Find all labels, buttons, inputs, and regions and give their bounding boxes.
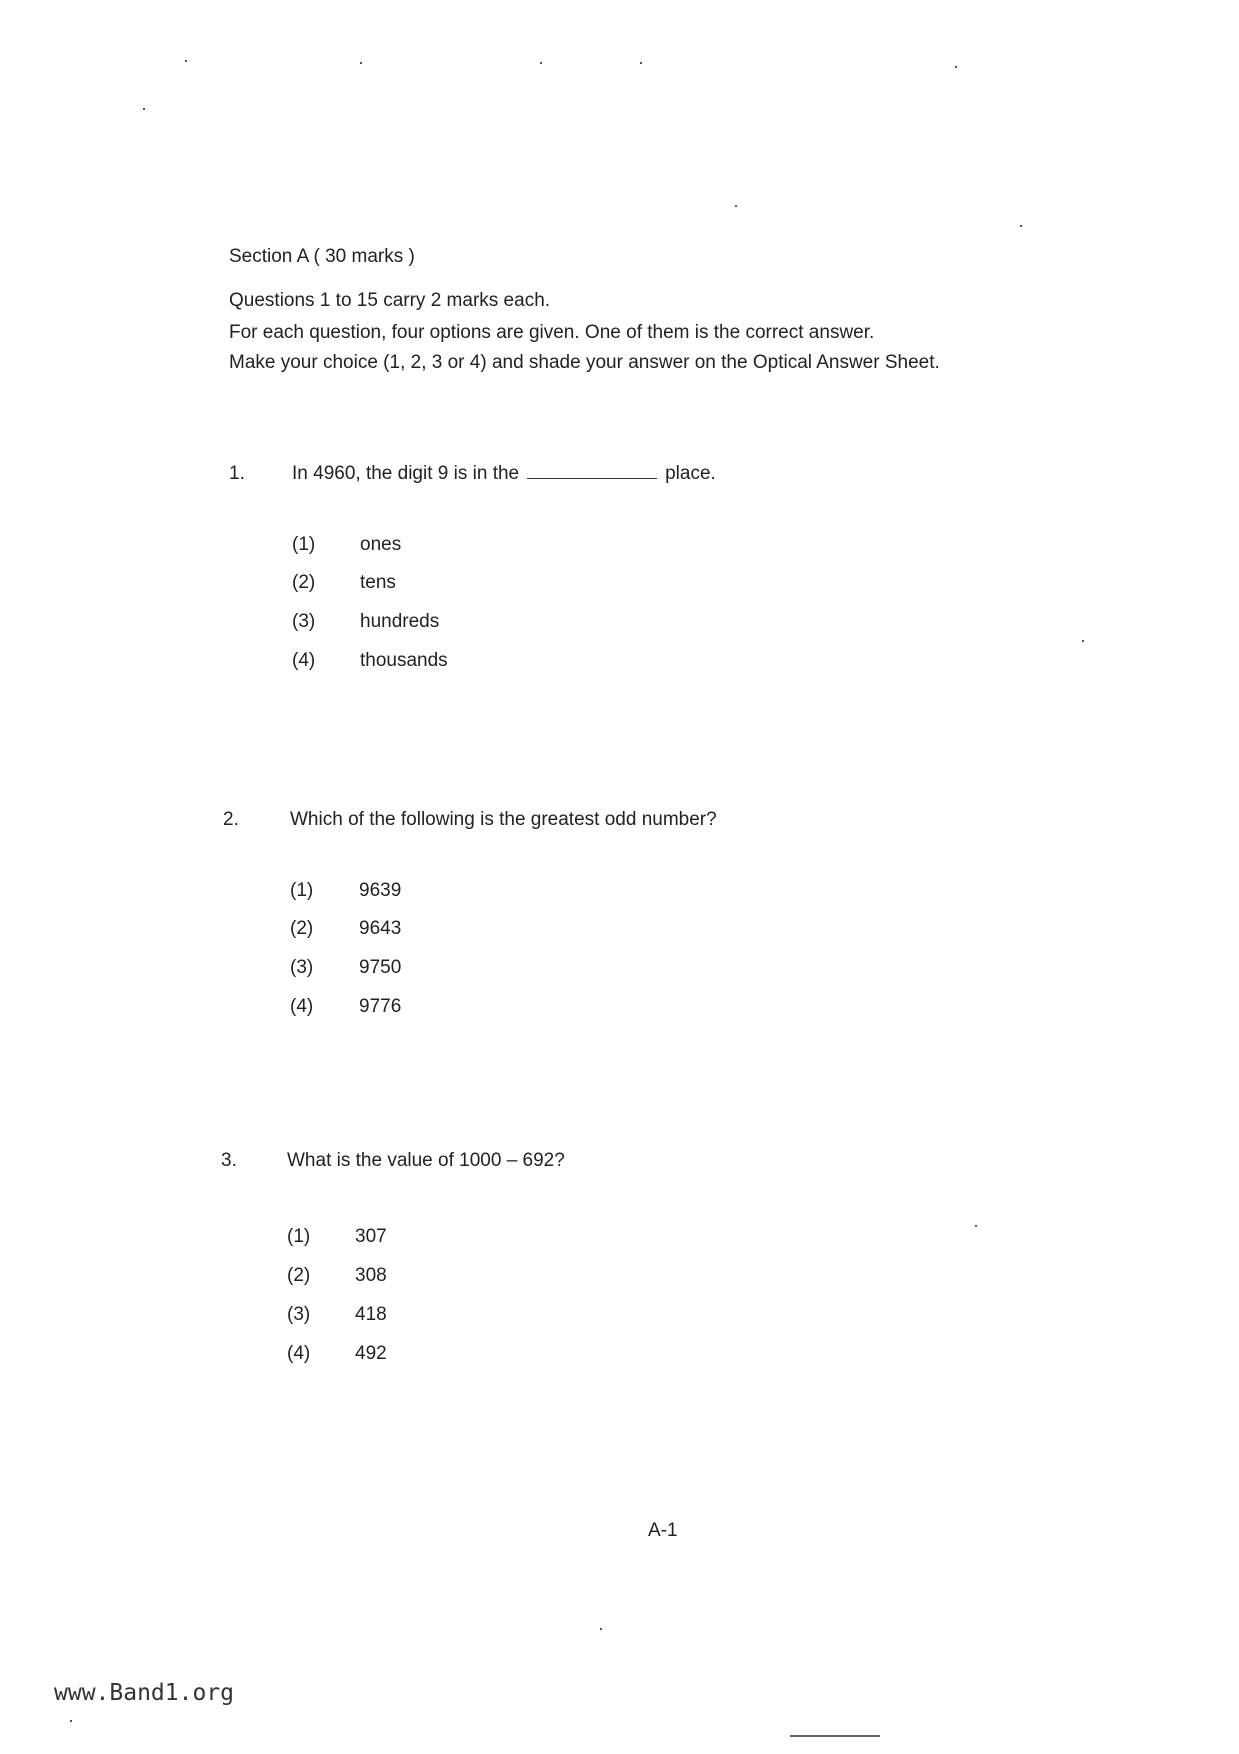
option-label: (4): [287, 1343, 311, 1364]
option-label: (2): [290, 918, 314, 939]
option-text: 9639: [359, 880, 402, 901]
watermark: www.Band1.org: [54, 1680, 235, 1706]
instruction-line: Make your choice (1, 2, 3 or 4) and shade your answer on the Optical Answer Sheet.: [229, 352, 940, 373]
option-text: 492: [355, 1343, 387, 1364]
question-text: What is the value of 1000 – 692?: [287, 1150, 565, 1171]
question-text-before: In 4960, the digit 9 is in the: [292, 463, 520, 484]
option-text: tens: [360, 572, 396, 593]
answer-blank: [527, 464, 657, 479]
page-number: A-1: [648, 1520, 678, 1541]
question-number: 3.: [221, 1150, 237, 1171]
scan-speck: [735, 205, 737, 207]
scan-speck: [600, 1628, 602, 1630]
scan-speck: [640, 62, 642, 64]
scan-speck: [143, 108, 145, 110]
option-label: (3): [292, 611, 316, 632]
scan-speck: [1020, 225, 1022, 227]
option-text: ones: [360, 534, 402, 555]
option-label: (2): [292, 572, 316, 593]
option-text: 308: [355, 1265, 387, 1286]
scan-line: [790, 1735, 880, 1737]
option-label: (1): [292, 534, 316, 555]
scan-speck: [955, 66, 957, 68]
question-number: 2.: [223, 809, 239, 830]
option-text: 9643: [359, 918, 402, 939]
scan-speck: [360, 62, 362, 64]
scan-speck: [540, 62, 542, 64]
option-label: (4): [292, 650, 316, 671]
scan-speck: [70, 1720, 72, 1722]
scan-speck: [185, 60, 187, 62]
question-number: 1.: [229, 463, 245, 484]
section-title: Section A ( 30 marks ): [229, 246, 415, 267]
option-label: (4): [290, 996, 314, 1017]
option-label: (2): [287, 1265, 311, 1286]
option-text: 307: [355, 1226, 387, 1247]
option-text: 9750: [359, 957, 402, 978]
option-text: 9776: [359, 996, 402, 1017]
scan-speck: [1082, 640, 1084, 642]
question-text: [292, 463, 716, 485]
question-text: Which of the following is the greatest odd number?: [290, 809, 717, 830]
scan-speck: [975, 1225, 977, 1227]
option-text: 418: [355, 1304, 387, 1325]
option-label: (1): [290, 880, 314, 901]
option-label: (3): [287, 1304, 311, 1325]
instruction-line: For each question, four options are given. One of them is the correct answer.: [229, 322, 875, 343]
option-label: (3): [290, 957, 314, 978]
option-text: hundreds: [360, 611, 440, 632]
option-text: thousands: [360, 650, 448, 671]
instruction-line: Questions 1 to 15 carry 2 marks each.: [229, 290, 551, 311]
option-label: (1): [287, 1226, 311, 1247]
question-text-after: place.: [665, 463, 716, 484]
